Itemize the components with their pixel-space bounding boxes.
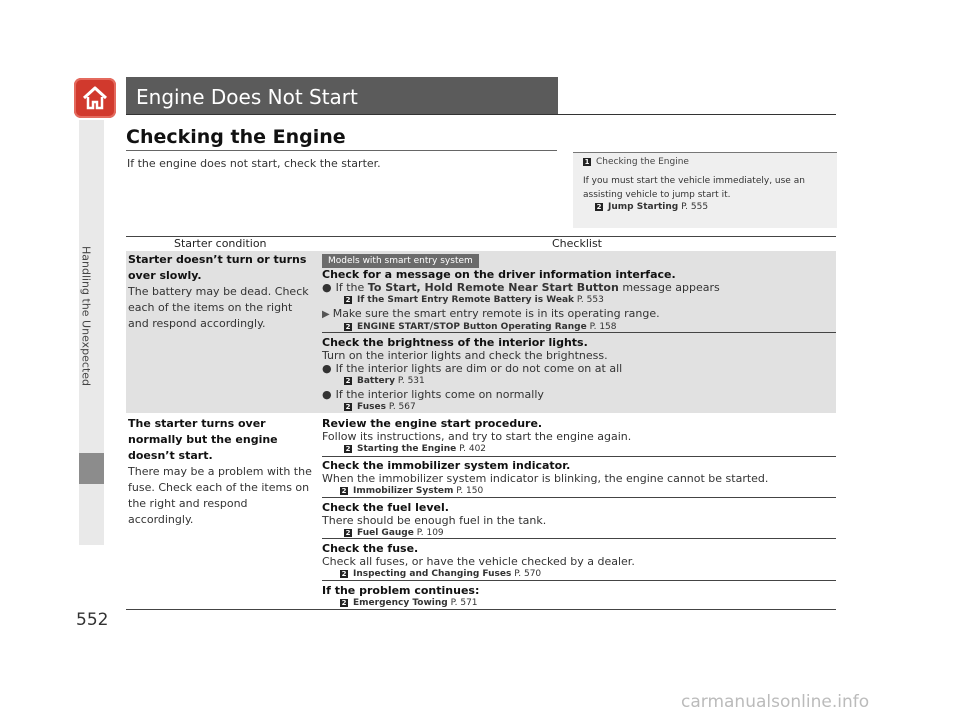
page-number: 552 [76,610,109,630]
reference-arrow-icon: 2 [341,569,347,578]
reference-link[interactable]: 2 Fuel Gauge P. 109 [345,528,444,538]
note-body: If you must start the vehicle immediately, use an assisting vehicle to jump start it. [583,176,805,200]
note-reference-link[interactable]: 2 Jump Starting P. 555 [596,202,709,212]
reference-arrow-icon: 2 [345,528,351,537]
reference-arrow-icon: 2 [596,202,602,211]
checklist-item: Check the immobilizer system indicator. When the immobilizer system indicator is blinking, the engine cannot be started. 2 Immobilizer System P. 150 [322,459,834,498]
chapter-label: Handling the Unexpected [79,245,93,387]
bullet-icon: ● [322,362,332,375]
triangle-bullet-icon: ▶ [322,309,330,320]
intro-text: If the engine does not start, check the starter. [127,157,381,170]
column-header-checklist: Checklist [552,237,602,250]
checklist-item: Models with smart entry system Check for a message on the driver information interface. ● If the To Start, Hold Remote Near Start Button message appears 2 If the Smart Entry Remote Battery is Weak P. 553 ▶ Make sure the smart entry remote is in its operating range. 2 ENGINE START/STOP Button Operating Range P. 158 [322,253,834,334]
chapter-tab-marker[interactable] [79,453,104,484]
reference-link[interactable]: 2 Fuses P. 567 [345,402,416,412]
reference-link[interactable]: 2 If the Smart Entry Remote Battery is Weak P. 553 [345,295,604,305]
bullet-icon: ● [322,388,332,401]
side-note [573,152,837,228]
title-divider [126,114,836,115]
checklist-item: Check the fuse. Check all fuses, or have the vehicle checked by a dealer. 2 Inspecting and Changing Fuses P. 570 [322,542,834,581]
reference-arrow-icon: 2 [345,444,351,453]
watermark: carmanualsonline.info [681,692,870,712]
table-bottom-rule [126,609,836,610]
reference-arrow-icon: 2 [345,322,351,331]
reference-arrow-icon: 2 [345,295,351,304]
section-divider [126,150,557,151]
table-header [126,236,836,252]
bullet-icon: ● [322,281,332,294]
reference-arrow-icon: 2 [345,402,351,411]
row-divider [322,497,836,498]
reference-link[interactable]: 2 Inspecting and Changing Fuses P. 570 [341,569,542,579]
home-icon [81,84,109,112]
home-button[interactable] [74,78,116,118]
page-title: Engine Does Not Start [136,85,358,109]
reference-arrow-icon: 2 [345,376,351,385]
reference-link[interactable]: 2 Starting the Engine P. 402 [345,444,487,454]
reference-link[interactable]: 2 Emergency Towing P. 571 [341,598,478,608]
model-badge: Models with smart entry system [322,254,479,268]
checklist-item: If the problem continues: 2 Emergency Towing P. 571 [322,584,834,610]
section-title: Checking the Engine [126,126,346,148]
note-marker-icon: 1 [584,157,590,166]
reference-link[interactable]: 2 Immobilizer System P. 150 [341,486,484,496]
row-divider [322,538,836,539]
row-divider [322,580,836,581]
reference-arrow-icon: 2 [341,486,347,495]
condition-cell: Starter doesn’t turn or turns over slowly. The battery may be dead. Check each of the items on the right and respond accordingly. [128,253,309,330]
column-header-condition: Starter condition [174,237,267,250]
checklist-item: Check the fuel level. There should be enough fuel in the tank. 2 Fuel Gauge P. 109 [322,501,834,540]
reference-link[interactable]: 2 Battery P. 531 [345,376,425,386]
note-heading: 1 Checking the Engine [584,157,689,167]
condition-cell: The starter turns over normally but the engine doesn’t start. There may be a problem with the fuse. Check each of the items on the right and respond accordingly. [128,417,312,526]
row-divider [322,332,836,333]
checklist-item: Check the brightness of the interior lights. Turn on the interior lights and check the brightness. ● If the interior lights are dim or do not come on at all 2 Battery P. 531 ● If the interior lights come on normally 2 Fuses P. 567 [322,336,834,414]
row-divider [322,456,836,457]
reference-link[interactable]: 2 ENGINE START/STOP Button Operating Range P. 158 [345,322,617,332]
checklist-item: Review the engine start procedure. Follow its instructions, and try to start the engine again. 2 Starting the Engine P. 402 [322,417,834,456]
title-bar [126,77,558,115]
reference-arrow-icon: 2 [341,598,347,607]
